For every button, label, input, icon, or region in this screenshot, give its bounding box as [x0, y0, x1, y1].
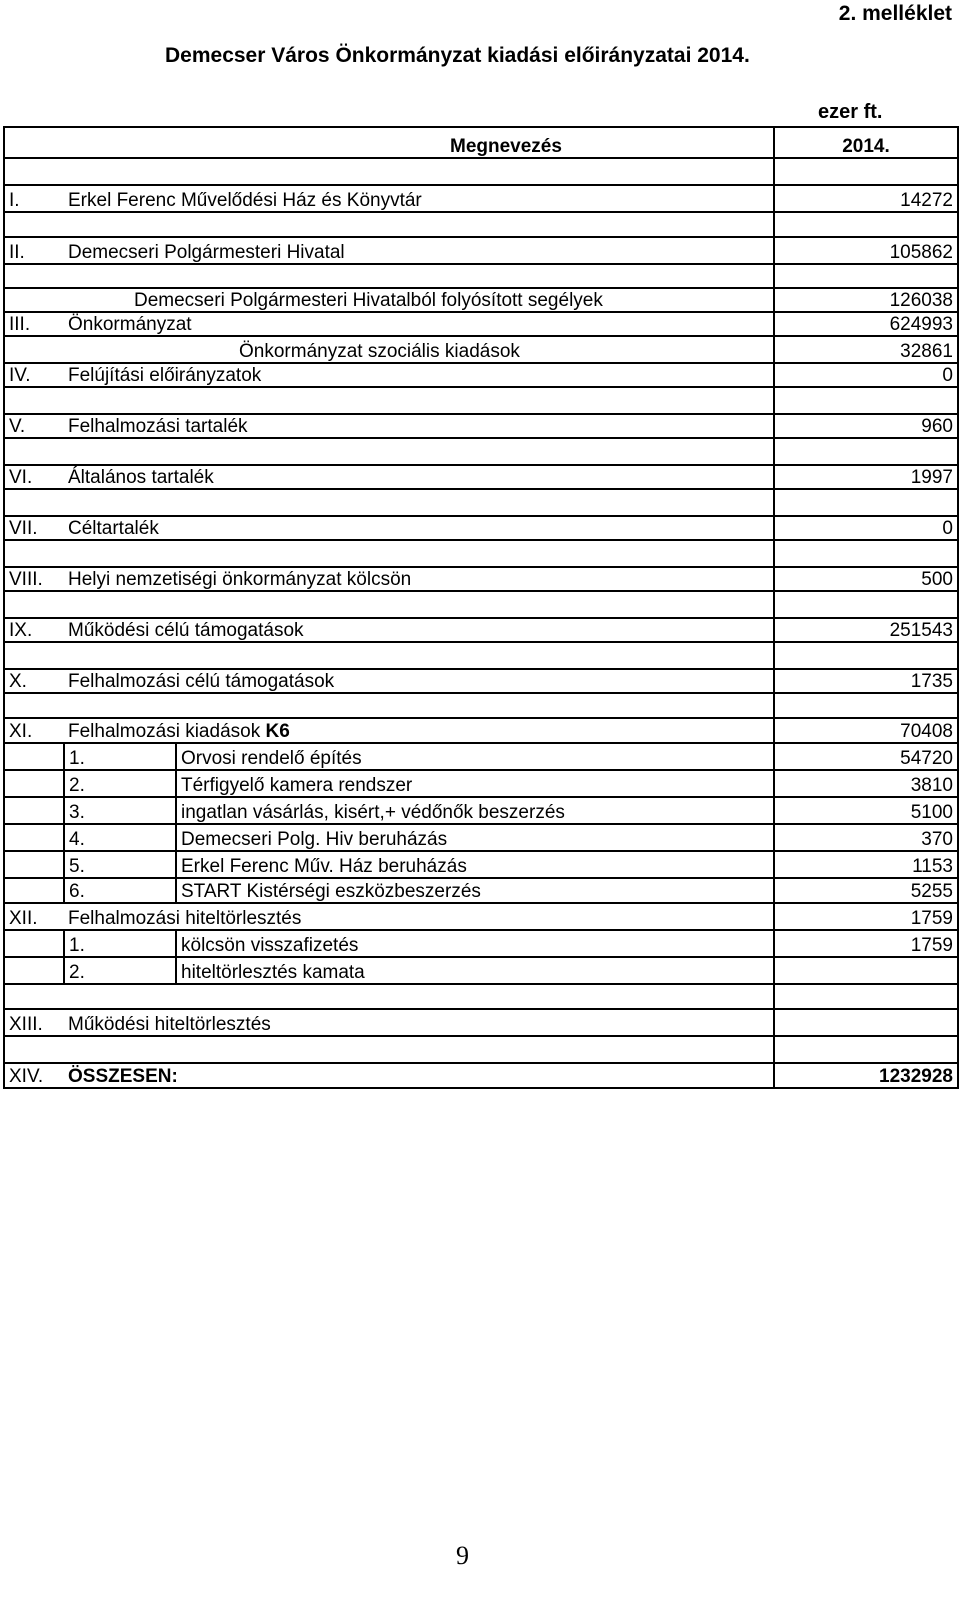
value-cell [774, 489, 958, 516]
row-label: Térfigyelő kamera rendszer [176, 770, 774, 797]
table-row [4, 797, 958, 824]
spacer-row [4, 158, 958, 185]
roman-cell [4, 336, 64, 363]
row-roman: VIII. [4, 567, 64, 591]
table-row [4, 567, 958, 591]
row-roman: X. [4, 669, 64, 693]
roman-cell [4, 591, 64, 618]
row-subnum: 1. [64, 743, 176, 770]
page-number: 9 [456, 1541, 469, 1570]
row-label-text: ÖSSZESEN: [68, 1066, 178, 1087]
table-row [4, 1009, 958, 1036]
value-cell [774, 387, 958, 414]
value-cell [774, 540, 958, 567]
row-value: 105862 [774, 237, 958, 264]
roman-cell [4, 489, 64, 516]
row-roman: VII. [4, 516, 64, 540]
label-cell [176, 158, 774, 185]
budget-table [3, 126, 959, 1089]
roman-cell [4, 743, 64, 770]
row-subnum: 2. [64, 957, 176, 984]
table-row [4, 770, 958, 797]
row-label-code: K6 [265, 721, 290, 742]
roman-cell [4, 288, 64, 312]
roman-cell [4, 878, 64, 903]
row-roman: XII. [4, 903, 64, 930]
table-row [4, 516, 958, 540]
row-label-text: Felhalmozási célú támogatások [68, 671, 335, 692]
row-label: kölcsön visszafizetés [176, 930, 774, 957]
num-cell [64, 540, 176, 567]
roman-cell [4, 797, 64, 824]
row-label [64, 1009, 774, 1036]
page-title: Demecser Város Önkormányzat kiadási előirányzatai 2014. [165, 44, 750, 67]
num-cell [64, 387, 176, 414]
num-cell [64, 212, 176, 237]
value-cell [774, 438, 958, 465]
row-value: 1759 [774, 903, 958, 930]
row-subnum: 6. [64, 878, 176, 903]
row-label-text: Helyi nemzetiségi önkormányzat kölcsön [68, 569, 412, 590]
spacer-row [4, 591, 958, 618]
row-label: hiteltörlesztés kamata [176, 957, 774, 984]
row-label [64, 185, 774, 212]
label-cell [176, 438, 774, 465]
row-value: 5100 [774, 797, 958, 824]
value-cell [774, 1036, 958, 1063]
row-roman: I. [4, 185, 64, 212]
spacer-row [4, 984, 958, 1009]
label-cell [176, 591, 774, 618]
num-cell [64, 438, 176, 465]
roman-cell [4, 540, 64, 567]
row-value: 0 [774, 516, 958, 540]
table-row [4, 824, 958, 851]
spacer-row [4, 540, 958, 567]
row-value: 1997 [774, 465, 958, 489]
roman-cell [4, 957, 64, 984]
spacer-row [4, 387, 958, 414]
row-roman: IV. [4, 363, 64, 387]
row-subnum: 3. [64, 797, 176, 824]
roman-cell [4, 851, 64, 878]
table-row [4, 237, 958, 264]
row-label [64, 718, 774, 743]
table-row [4, 669, 958, 693]
table-row [4, 930, 958, 957]
label-cell [176, 693, 774, 718]
row-roman: VI. [4, 465, 64, 489]
roman-cell [4, 212, 64, 237]
table-row [4, 465, 958, 489]
value-cell [774, 693, 958, 718]
num-cell [64, 1036, 176, 1063]
total-row [4, 1063, 958, 1088]
row-label [64, 903, 774, 930]
row-label: Demecseri Polgármesteri Hivatalból folyósított segélyek [64, 288, 774, 312]
spacer-row [4, 212, 958, 237]
num-cell [64, 693, 176, 718]
roman-cell [4, 930, 64, 957]
table-row [4, 312, 958, 336]
spacer-row [4, 1036, 958, 1063]
row-label [64, 465, 774, 489]
table-row [4, 363, 958, 387]
table-row [4, 718, 958, 743]
label-cell [176, 264, 774, 288]
row-label: Orvosi rendelő építés [176, 743, 774, 770]
label-cell [176, 489, 774, 516]
num-cell [64, 489, 176, 516]
row-value [774, 957, 958, 984]
roman-cell [4, 158, 64, 185]
row-subnum: 4. [64, 824, 176, 851]
label-cell [176, 387, 774, 414]
row-label-text: Felhalmozási hiteltörlesztés [68, 908, 302, 929]
row-label: START Kistérségi eszközbeszerzés [176, 878, 774, 903]
spacer-row [4, 489, 958, 516]
row-roman: XI. [4, 718, 64, 743]
value-cell [774, 984, 958, 1009]
row-label-text: Működési célú támogatások [68, 620, 304, 641]
roman-cell [4, 387, 64, 414]
row-subnum: 2. [64, 770, 176, 797]
roman-cell [4, 984, 64, 1009]
col-header-year: 2014. [774, 127, 958, 158]
row-label-text: Felújítási előirányzatok [68, 365, 262, 386]
row-label [64, 516, 774, 540]
table-row [4, 618, 958, 642]
row-roman: IX. [4, 618, 64, 642]
table-row [4, 336, 958, 363]
label-cell [176, 642, 774, 669]
row-label-text: Önkormányzat [68, 314, 192, 335]
row-value: 500 [774, 567, 958, 591]
row-value [774, 1009, 958, 1036]
row-label [64, 237, 774, 264]
row-label-text: Működési hiteltörlesztés [68, 1014, 271, 1035]
row-label [64, 312, 774, 336]
row-value: 126038 [774, 288, 958, 312]
row-value: 70408 [774, 718, 958, 743]
row-roman: XIV. [4, 1063, 64, 1088]
label-cell [176, 212, 774, 237]
row-roman: III. [4, 312, 64, 336]
value-cell [774, 591, 958, 618]
row-value: 1232928 [774, 1063, 958, 1088]
row-value: 14272 [774, 185, 958, 212]
num-cell [64, 158, 176, 185]
roman-cell [4, 770, 64, 797]
row-value: 54720 [774, 743, 958, 770]
label-cell [176, 984, 774, 1009]
row-value: 370 [774, 824, 958, 851]
table-row [4, 851, 958, 878]
table-row [4, 903, 958, 930]
row-value: 251543 [774, 618, 958, 642]
spacer-row [4, 438, 958, 465]
row-value: 624993 [774, 312, 958, 336]
row-label: Erkel Ferenc Műv. Ház beruházás [176, 851, 774, 878]
row-roman: II. [4, 237, 64, 264]
row-value: 32861 [774, 336, 958, 363]
spacer-row [4, 264, 958, 288]
row-subnum: 5. [64, 851, 176, 878]
unit-label: ezer ft. [818, 101, 883, 123]
row-roman: V. [4, 414, 64, 438]
value-cell [774, 642, 958, 669]
col-header-name: Megnevezés [176, 127, 774, 158]
table-row [4, 743, 958, 770]
num-cell [64, 984, 176, 1009]
value-cell [774, 264, 958, 288]
row-label-text: Céltartalék [68, 518, 159, 539]
table-row [4, 878, 958, 903]
row-label: Demecseri Polg. Hiv beruházás [176, 824, 774, 851]
value-cell [774, 158, 958, 185]
roman-cell [4, 1036, 64, 1063]
table-header-row [4, 127, 958, 158]
num-cell [64, 591, 176, 618]
row-label [64, 414, 774, 438]
row-label [64, 363, 774, 387]
row-label: ingatlan vásárlás, kisért,+ védőnők beszerzés [176, 797, 774, 824]
row-label [64, 1063, 774, 1088]
row-label-text: Általános tartalék [68, 467, 214, 488]
row-label [64, 567, 774, 591]
label-cell [176, 1036, 774, 1063]
table-row [4, 414, 958, 438]
table-row [4, 185, 958, 212]
roman-cell [4, 438, 64, 465]
roman-cell [4, 824, 64, 851]
row-label-text: Felhalmozási tartalék [68, 416, 248, 437]
num-cell [64, 264, 176, 288]
row-value: 960 [774, 414, 958, 438]
table-row [4, 957, 958, 984]
row-subnum: 1. [64, 930, 176, 957]
annex-label: 2. melléklet [838, 2, 952, 25]
spacer-row [4, 642, 958, 669]
row-label-text: Felhalmozási kiadások [68, 721, 266, 742]
roman-cell [4, 642, 64, 669]
row-value: 1759 [774, 930, 958, 957]
value-cell [774, 212, 958, 237]
row-value: 1153 [774, 851, 958, 878]
table-row [4, 288, 958, 312]
roman-cell [4, 693, 64, 718]
row-value: 5255 [774, 878, 958, 903]
row-label [64, 618, 774, 642]
row-value: 3810 [774, 770, 958, 797]
label-cell [176, 540, 774, 567]
row-value: 0 [774, 363, 958, 387]
row-label-text: Erkel Ferenc Művelődési Ház és Könyvtár [68, 190, 422, 211]
row-roman: XIII. [4, 1009, 64, 1036]
spacer-row [4, 693, 958, 718]
row-label-text: Demecseri Polgármesteri Hivatal [68, 242, 345, 263]
row-value: 1735 [774, 669, 958, 693]
row-label [64, 669, 774, 693]
num-cell [64, 642, 176, 669]
row-label: Önkormányzat szociális kiadások [64, 336, 774, 363]
roman-cell [4, 264, 64, 288]
